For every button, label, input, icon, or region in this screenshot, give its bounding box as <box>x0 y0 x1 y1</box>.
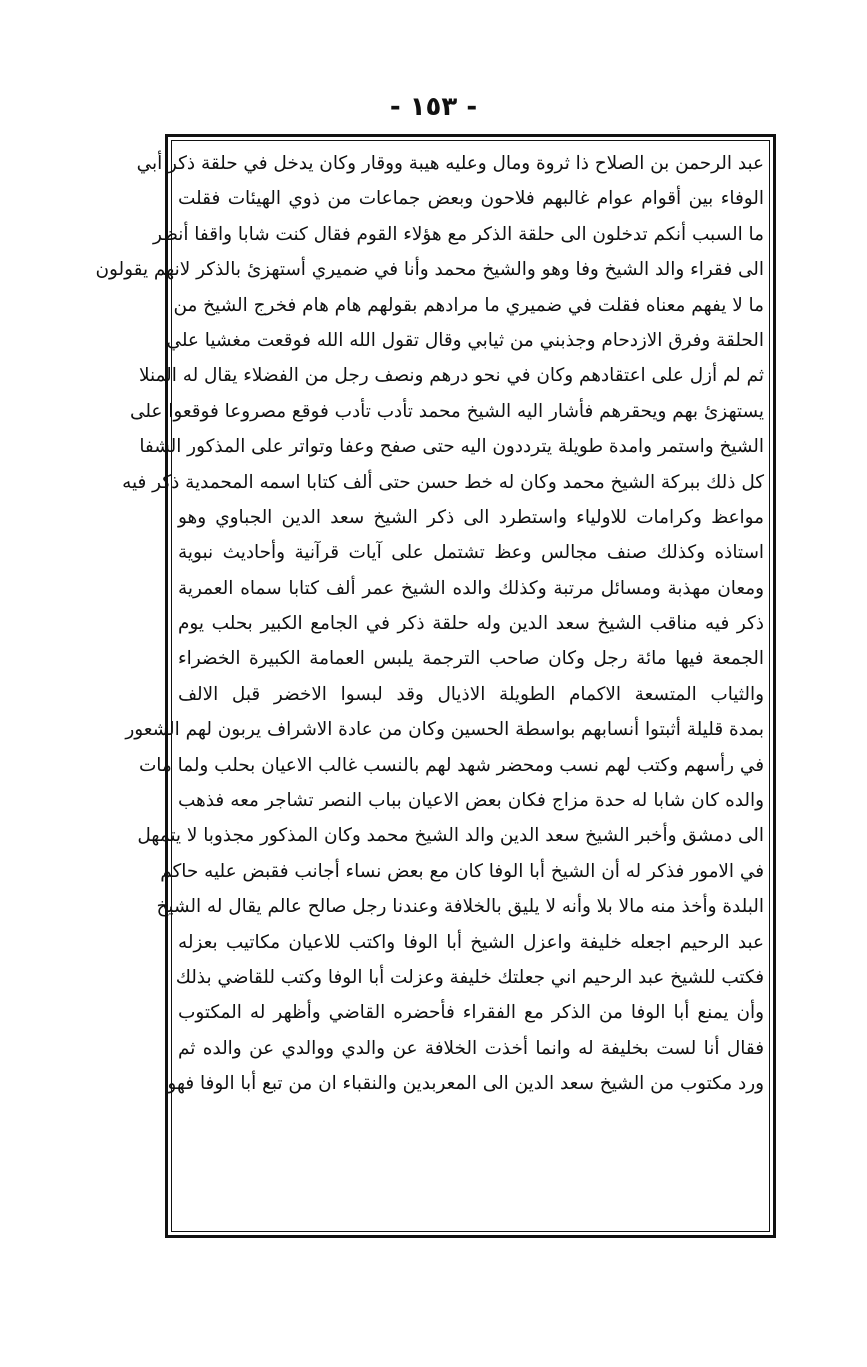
text-line: فكتب للشيخ عبد الرحيم اني جعلتك خليفة وعزلت أبا الوفا وكتب للقاضي بذلك <box>175 966 764 988</box>
text-line: الوفاء بين أقوام عوام غالبهم فلاحون وبعض جماعات من ذوي الهيئات فقلت <box>178 188 764 210</box>
text-line: ومعان مهذبة ومسائل مرتبة وكذلك والده الشيخ عمر ألف كتابا سماه العمرية <box>178 577 764 599</box>
text-line: عبد الرحيم اجعله خليفة واعزل الشيخ أبا الوفا واكتب للاعيان مكاتيب بعزله <box>178 931 764 953</box>
text-line: ورد مكتوب من الشيخ سعد الدين الى المعربدين والنقباء ان من تبع أبا الوفا فهو <box>167 1073 764 1095</box>
text-line: ما لا يفهم معناه فقلت في ضميري ما مرادهم بقولهم هام هام فخرج الشيخ من <box>173 294 764 316</box>
text-line: ذكر فيه مناقب الشيخ سعد الدين وله حلقة ذكر في الجامع الكبير بحلب يوم <box>178 613 764 635</box>
text-line: بمدة قليلة أثبتوا أنسابهم بواسطة الحسين وكان من عادة الاشراف يربون لهم الشعور <box>125 719 764 741</box>
text-line: الجمعة فيها مائة رجل وكان صاحب الترجمة يلبس العمامة الكبيرة الخضراء <box>178 648 764 670</box>
text-line: مواعظ وكرامات للاولياء واستطرد الى ذكر الشيخ سعد الدين الجباوي وهو <box>178 506 764 528</box>
text-line: في الامور فذكر له أن الشيخ أبا الوفا كان مع بعض نساء أجانب فقبض عليه حاكم <box>160 860 764 882</box>
text-line: في رأسهم وكتب لهم نسب ومحضر شهد لهم بالنسب غالب الاعيان بحلب ولما مات <box>138 754 764 776</box>
text-line: الى فقراء والد الشيخ وفا وهو والشيخ محمد وأنا في ضميري أستهزئ بالذكر لانهم يقولون <box>95 259 764 281</box>
text-line: عبد الرحمن بن الصلاح ذا ثروة ومال وعليه هيبة ووقار وكان يدخل في حلقة ذكر أبي <box>136 153 764 174</box>
text-line: وأن يمنع أبا الوفا من الذكر مع الفقراء فأحضره القاضي وأظهر له المكتوب <box>178 1002 764 1024</box>
text-line: فقال أنا لست بخليفة له وانما أخذت الخلافة عن والدي ووالدي عن والده ثم <box>178 1037 764 1059</box>
text-line: يستهزئ بهم ويحقرهم فأشار اليه الشيخ محمد تأدب تأدب فوقع مصروعا فوقعوا على <box>130 400 764 422</box>
text-line: الشيخ واستمر وامدة طويلة يترددون اليه حتى صفح وعفا وتواتر على المذكور الشفا <box>139 436 764 458</box>
text-line: ما السبب أنكم تدخلون الى حلقة الذكر مع هؤلاء القوم فقال كنت شابا واقفا أنظر <box>153 223 764 245</box>
text-line: والده كان شابا له حدة مزاج فكان بعض الاعيان بباب النصر تشاجر معه فذهب <box>178 790 764 812</box>
text-body <box>95 146 764 1102</box>
text-line: والثياب المتسعة الاكمام الطويلة الاذيال وقد لبسوا الاخضر قبل الالف <box>178 683 764 705</box>
text-line: الى دمشق وأخبر الشيخ سعد الدين والد الشيخ محمد وكان المذكور مجذوبا لا يتمهل <box>137 825 764 847</box>
page-number: - ١٥٣ - <box>389 92 478 122</box>
text-line: كل ذلك ببركة الشيخ محمد وكان له خط حسن حتى ألف كتابا اسمه المحمدية ذكر فيه <box>122 471 764 493</box>
text-line: ثم لم أزل على اعتقادهم وكان في نحو درهم ونصف رجل من الفضلاء يقال له المنلا <box>139 365 764 387</box>
text-line: البلدة وأخذ منه مالا بلا وأنه لا يليق بالخلافة وعندنا رجل صالح عالم يقال له الشيخ <box>156 896 764 918</box>
text-line: الحلقة وفرق الازدحام وجذبني من ثيابي وقال تقول الله الله فوقعت مغشيا علي <box>166 329 764 351</box>
text-line: استاذه وكذلك صنف مجالس وعظ تشتمل على آيات قرآنية وأحاديث نبوية <box>178 542 764 564</box>
